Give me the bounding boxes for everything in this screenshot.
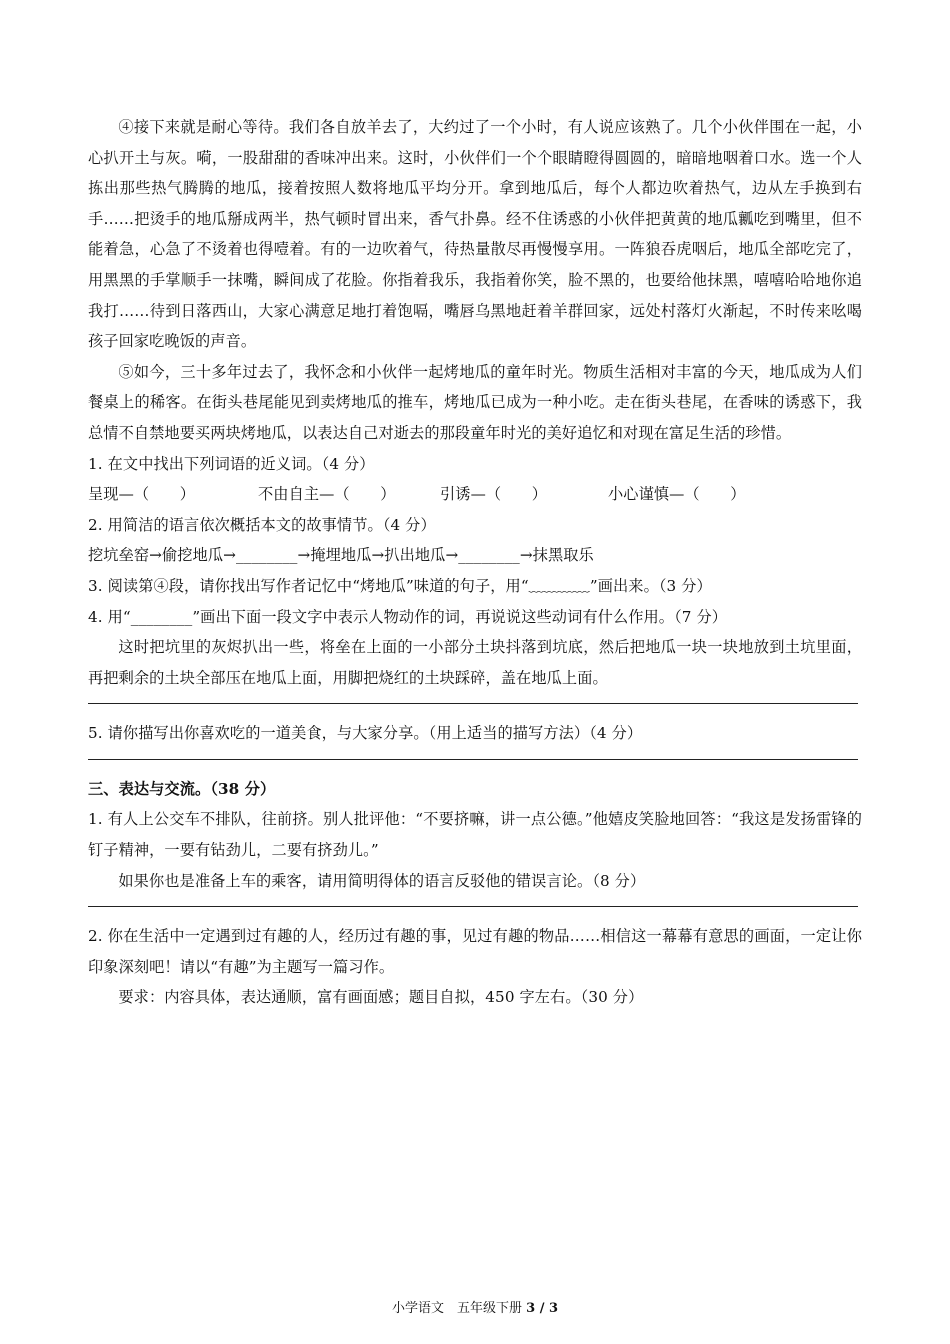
answer-line-q5[interactable] bbox=[88, 759, 858, 760]
question-1-items bbox=[88, 479, 862, 510]
synonym-item-1[interactable]: 呈现—（ ） bbox=[88, 485, 196, 504]
question-2: 2. 用简洁的语言依次概括本文的故事情节。（4 分） bbox=[88, 515, 436, 534]
question-2-plot-flow[interactable]: 挖坑垒窑→偷挖地瓜→________→掩埋地瓜→扒出地瓜→________→抹黑取乐 bbox=[88, 546, 594, 565]
section-3-question-2: 2. 你在生活中一定遇到过有趣的人，经历过有趣的事，见过有趣的物品……相信这一幕幕有意思的画面，一定让你印象深刻吧！请以“有趣”为主题写一篇习作。 bbox=[88, 927, 862, 976]
synonym-item-2[interactable]: 不由自主—（ ） bbox=[258, 485, 396, 504]
exam-content bbox=[88, 112, 862, 1013]
section-3-question-2-requirements: 要求：内容具体，表达通顺，富有画面感；题目自拟，450 字左右。（30 分） bbox=[118, 988, 644, 1007]
question-4-text: 这时把坑里的灰烬扒出一些，将垒在上面的一小部分土块抖落到坑底，然后把地瓜一块一块地放到土坑里面，再把剩余的土块全部压在地瓜上面，用脚把烧红的土块踩碎，盖在地瓜上面。 bbox=[88, 638, 862, 687]
footer-page-number: 3 / 3 bbox=[526, 1301, 559, 1316]
section-3-question-1-task: 如果你也是准备上车的乘客，请用简明得体的语言反驳他的错误言论。（8 分） bbox=[118, 871, 646, 890]
passage-paragraph-5: ⑤如今，三十多年过去了，我怀念和小伙伴一起烤地瓜的童年时光。物质生活相对丰富的今天，地瓜成为人们餐桌上的稀客。在街头巷尾能见到卖烤地瓜的推车，烤地瓜已成为一种小吃。走在街头巷尾，在香味的诱惑下，我总情不自禁地要买两块烤地瓜，以表达自己对逝去的那段童年时光的美好追忆和对现在富足生活的珍惜。 bbox=[88, 362, 862, 442]
question-3: 3. 阅读第④段，请你找出写作者记忆中“烤地瓜”味道的句子，用“﹏﹏﹏﹏”画出来。（3 分） bbox=[88, 576, 712, 595]
question-1: 1. 在文中找出下列词语的近义词。（4 分） bbox=[88, 454, 375, 473]
section-3-title: 三、表达与交流。（38 分） bbox=[88, 779, 276, 798]
page-footer bbox=[0, 1300, 950, 1318]
passage-paragraph-4: ④接下来就是耐心等待。我们各自放羊去了，大约过了一个小时，有人说应该熟了。几个小伙伴围在一起，小心扒开土与灰。嗬，一股甜甜的香味冲出来。这时，小伙伴们一个个眼睛瞪得圆圆的，暗暗地咽着口水。选一个人拣出那些热气腾腾的地瓜，接着按照人数将地瓜平均分开。拿到地瓜后，每个人都边吹着热气，边从左手换到右手……把烫手的地瓜掰成两半，热气顿时冒出来，香气扑鼻。经不住诱惑的小伙伴把黄黄的地瓜瓤吃到嘴里，但不能着急，心急了不烫着也得噎着。有的一边吹着气，待热量散尽再慢慢享用。一阵狼吞虎咽后，地瓜全部吃完了，用黑黑的手掌顺手一抹嘴，瞬间成了花脸。你指着我乐，我指着你笑，脸不黑的，也要给他抹黑，嘻嘻哈哈地你追我打……待到日落西山，大家心满意足地打着饱嗝，嘴唇乌黑地赶着羊群回家，远处村落灯火渐起，不时传来吆喝孩子回家吃晚饭的声音。 bbox=[88, 118, 862, 351]
synonym-item-4[interactable]: 小心谨慎—（ ） bbox=[608, 485, 746, 504]
synonym-item-3[interactable]: 引诱—（ ） bbox=[440, 485, 548, 504]
section-3-question-1: 1. 有人上公交车不排队，往前挤。别人批评他：“不要挤嘛，讲一点公德。”他嬉皮笑脸地回答：“我这是发扬雷锋的钉子精神，一要有钻劲儿，二要有挤劲儿。” bbox=[88, 810, 862, 860]
question-4: 4. 用“________”画出下面一段文字中表示人物动作的词，再说说这些动词有什么作用。（7 分） bbox=[88, 607, 728, 626]
answer-line-s1[interactable] bbox=[88, 906, 858, 907]
question-5: 5. 请你描写出你喜欢吃的一道美食，与大家分享。（用上适当的描写方法）（4 分） bbox=[88, 724, 643, 743]
footer-subject: 小学语文 五年级下册 bbox=[391, 1301, 527, 1316]
answer-line-q4[interactable] bbox=[88, 703, 858, 704]
